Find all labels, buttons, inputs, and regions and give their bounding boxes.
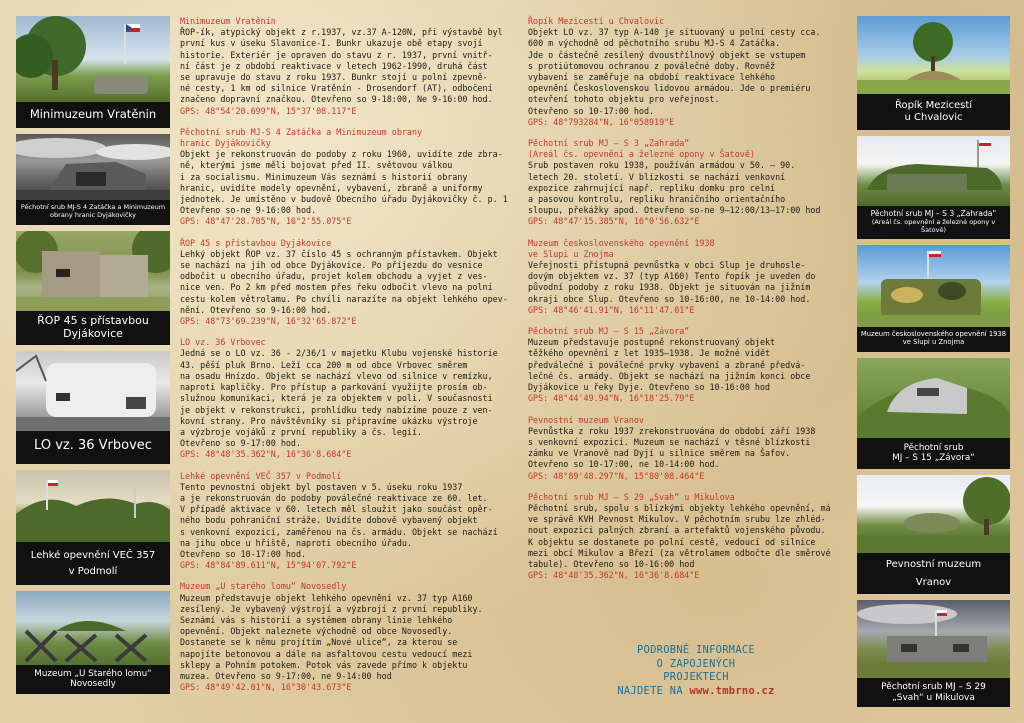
- more-info-line: PROJEKTECH: [663, 671, 729, 683]
- caption-zavora: Pěchotní srub MJ – S 15 „Závora“: [892, 442, 975, 464]
- photo-novosedly: [16, 591, 170, 665]
- caption-zatacka: Pěchotní srub MJ-S 4 Zatáčka a Minimuzeum obrany hranic Dyjákovičky: [20, 203, 166, 219]
- section-podmoli: [180, 471, 515, 572]
- section-title: Muzeum „U starého lomu“ Novosedly: [180, 581, 347, 592]
- section-title: ŘOP 45 s přístavbou Dyjákovice: [180, 237, 332, 248]
- section-title: LO vz. 36 Vrbovec: [180, 337, 266, 348]
- section-slup: [528, 238, 846, 316]
- gps-coordinates: GPS: 48°84'89.611"N, 15°94'07.792"E: [180, 560, 357, 571]
- photo-zahrada: [857, 136, 1010, 206]
- section-body: Srub postaven roku 1938, používán armádou v 50. – 90. letech 20. století. V blízkosti se nachází venkovní expozice zahrnující např. repliku domku pro celní a pasovou kontrolu, repliku hraničního orientačního sloupu, překážky apod. Otevřeno so-ne 9–12:00/13–17:00 hod: [528, 160, 821, 216]
- photo-rop45: [16, 231, 170, 311]
- section-title: Řopík Mezicestí u Chvalovic: [528, 16, 665, 26]
- photo-card-novosedly: [16, 591, 170, 693]
- section-title: Pěchotní srub MJ – S 3 „Zahrada“ (Areál čs. opevnění a železné opony v Šatově): [528, 138, 755, 160]
- section-svah: [528, 492, 846, 582]
- section-rop45: [180, 238, 515, 328]
- section-vranov: [528, 415, 846, 482]
- gps-coordinates: GPS: 48°54'20.699"N, 15°37'08.117"E: [180, 105, 357, 116]
- caption-vratenin: Minimuzeum Vratěnin: [29, 107, 157, 121]
- photo-card-vranov: [857, 475, 1010, 594]
- photo-card-mezicesti: [857, 16, 1010, 130]
- caption-vranov: Pevnostní muzeum Vranov: [885, 559, 982, 588]
- section-zahrada: [528, 138, 846, 228]
- photo-vrbovec: [16, 351, 170, 431]
- section-body: Jedná se o LO vz. 36 - 2/36/1 v majetku Klubu vojenské historie 43. pěší pluk Brno. Leží cca 200 m od obce Vrbovec směrem na osadu Hnízdo. Objekt se nachází vlevo od silnice v remízku, naproti kapličky. Pro přístup a parkování využijte prosím ob- služnou komunikaci, která je za objektem v poli. V současnosti je objekt v rekonstrukci, prohlídku tedy nabízíme pouze z ven- kovní strany. Pro návštěvníky si připravíme ukázku výstroje a výzbroje vojáků z první republiky a čs. legií. Otevřeno so 9-17:00 hod.: [180, 348, 498, 449]
- section-title: Pevnostní muzeum Vranov: [528, 414, 644, 425]
- photo-card-zatacka: [16, 134, 170, 225]
- photo-mezicesti: [857, 16, 1010, 94]
- gps-coordinates: GPS: 48°89'48.297"N, 15°80'08.464"E: [528, 470, 705, 481]
- section-title: Lehké opevnění VEČ 357 v Podmolí: [180, 470, 342, 481]
- caption-mezicesti: Řopík Mezicestí u Chvalovic: [894, 100, 973, 123]
- section-body: ŘOP-ík, atypický objekt z r.1937, vz.37 A-120N, při výstavbě byl první kus v úseku Slavonice-I. Bunkr ukazuje obě etapy svojí historie. Exteriér je opraven do stavu z r. 1937, první vnitř- ní část je z období reaktivace v letech 1962-1990, druhá část se upravuje do stavu z roku 1937. Bunkr stojí u polní zpevně- né cesty, 1 km od silnice Vratěnín - Drosendorf (AT), odbočení značeno dopravní značkou. Otevřeno so 9-18:00, Ne 9-16:00 hod.: [180, 27, 503, 105]
- gps-coordinates: GPS: 48°73'69.239"N, 16°32'65.872"E: [180, 316, 357, 327]
- section-vrbovec: [180, 337, 515, 460]
- photo-zavora: [857, 358, 1010, 438]
- photo-card-zahrada: [857, 136, 1010, 239]
- section-title: Muzeum československého opevnění 1938 ve Slupi u Znojma: [528, 237, 715, 259]
- section-body: Muzeum představuje postupně rekonstruovaný objekt těžkého opevnění z let 1935–1938. Je možné vidět předválečné i poválečné prvky vybavení a zbraně předvá- lečné čs. armády. Objekt se nachází na jižním konci obce Dyjákovice u řeky Dyje. Otevřeno so 10-16:00 hod: [528, 337, 811, 393]
- section-body: Veřejnosti přístupná pevnůstka v obci Slup je druhosle- dovým objektem vz. 37 (typ A160) Tento řopík je uveden do původní podoby z roku 1938. Objekt je situován na jižním okraji obce Slup. Otevřeno so 10-16:00, ne 10-14:00 hod.: [528, 260, 816, 304]
- gps-coordinates: GPS: 48°48'35.362"N, 16°36'8.684"E: [180, 449, 352, 460]
- section-body: Lehký objekt ŘOP vz. 37 číslo 45 s ochranným přístavkem. Objekt se nachází na jih od obce Dyjákovice. Po příjezdu do vesnice odbočit u obecního úřadu, projet kolem obchodu a vyjet z ves- nice ven. Po 2 km před mostem přes řeku odbočit vlevo na polní cestu kolem větrolamu. Po chvíli narazíte na objekt lehkého opev- nění. Otevřeno so 9-16:00 hod.: [180, 248, 508, 315]
- section-body: Pěchotní srub, spolu s blízkými objekty lehkého opevnění, má ve správě KVH Pevnost Mikulov. V pěchotním srubu lze zhléd- nout expozici palných zbraní a artefaktů vojenského původu. K objektu se dostanete po polní cestě, vedoucí od silnice mezi obcí Mikulov a Březí (za větrolamem odbočte dle směrové tabule). Otevřeno so 10-16:00 hod: [528, 502, 831, 569]
- section-body: Tento pevnostní objekt byl postaven v 5. úseku roku 1937 a je rekonstruován do podoby poválečné reaktivace ze 60. let. V případě aktivace v 60. letech měl sloužit jako součást opěr- ného bodu pohraniční stráže. Uvidíte dobově vybavený objekt s venkovní expozicí, zaměřenou na čs. armádu. Objekt se nachází na jihu obce u hřiště, naproti obecního úřadu. Otevřeno so 10-17:00 hod.: [180, 481, 498, 559]
- section-novosedly: [180, 581, 515, 693]
- photo-card-zavora: [857, 358, 1010, 469]
- section-vratenin: [180, 16, 515, 117]
- photo-vranov: [857, 475, 1010, 553]
- photo-vratenin: [16, 16, 170, 102]
- section-zavora: [528, 326, 846, 404]
- section-body: Objekt je rekonstruován do podoby z roku 1960, uvidíte zde zbra- ně, kterými jsme měli bojovat před II. světovou válkou i za socialismu. Minimuzeum Vás seznámí s historií obrany hranic, uvidíte modely opevnění, vybavení, zbraně a uniformy jednotek. Je umístěno v budově Obecního úřadu Dyjákovičky č. p. 1 Otevřeno so-ne 9-16:00 hod.: [180, 149, 508, 216]
- gps-coordinates: GPS: 48°793284"N, 16°058919"E: [528, 116, 675, 127]
- photo-podmoli: [16, 470, 170, 542]
- section-zatacka: [180, 127, 515, 228]
- gps-coordinates: GPS: 48°48'35.362"N, 16°36'8.684"E: [528, 570, 700, 581]
- section-body: Muzeum představuje objekt lehkého opevnění vz. 37 typ A160 zesílený. Je vybavený výstrojí a výzbrojí z první republiky. Seznámí vás s historií a systémem obrany linie lehkého opevnění. Objekt naleznete východně od obce Novosedly. Dostanete se k němu projítím „Nové ulice“, za kterou se napojíte betonovou a dále na asfaltovou cestu vedoucí mezi sklepy a Pohním potokem. Potok vás zavede přímo k objektu muzea. Otevřeno so 9-17:00, ne 9-14:00 hod: [180, 592, 483, 681]
- more-info-block: [596, 644, 796, 698]
- caption-novosedly: Muzeum „U Starého lomu“ Novosedly: [34, 669, 152, 690]
- section-body: Pevnůstka z roku 1937 zrekonstruována do období září 1938 s venkovní expozicí. Muzeum se nachází v těsné blízkosti zámku ve Vranově nad Dyjí u silnice směrem na Šafov. Otevřeno so 10-17:00, ne 10-14:00 hod.: [528, 425, 816, 470]
- caption-zahrada: Pěchotní srub MJ – S 3 „Zahrada“ (Areál čs. opevnění a železné opony v Šatově): [870, 209, 997, 234]
- photo-card-vrbovec: [16, 351, 170, 464]
- photo-card-slup: [857, 245, 1010, 352]
- gps-coordinates: GPS: 48°44'49.94"N, 16°18'25.79"E: [528, 393, 695, 404]
- caption-slup: Muzeum československého opevnění 1938 ve Slupi u Znojma: [860, 330, 1007, 347]
- left-text-column: [180, 16, 515, 703]
- gps-coordinates: GPS: 48°46'41.91"N, 16°11'47.01"E: [528, 304, 695, 315]
- section-mezicesti: [528, 16, 846, 128]
- gps-coordinates: GPS: 48°49'42.01"N, 16°30'43.673"E: [180, 682, 352, 693]
- left-photo-column: [16, 16, 170, 700]
- photo-zatacka: [16, 134, 170, 200]
- right-photo-column: [857, 16, 1010, 713]
- section-title: Pěchotní srub MJ – S 15 „Závora“: [528, 326, 690, 337]
- caption-rop45: ŘOP 45 s přístavbou Dyjákovice: [37, 314, 149, 340]
- photo-svah: [857, 600, 1010, 678]
- caption-svah: Pěchotní srub MJ – S 29 „Svah“ u Mikulova: [881, 682, 986, 703]
- more-info-line: [596, 685, 796, 699]
- gps-coordinates: GPS: 48°47'15.385"N, 16°0'56.632"E: [528, 216, 700, 227]
- photo-card-podmoli: [16, 470, 170, 585]
- caption-podmoli: Lehké opevnění VEČ 357 v Podmolí: [30, 550, 156, 577]
- right-text-column: [528, 16, 846, 591]
- photo-card-rop45: [16, 231, 170, 345]
- more-info-prefix: NAJDETE NA: [617, 684, 690, 697]
- section-title: Pěchotní srub MJ-S 4 Zatáčka a Minimuzeum obrany hranic Dyjákovičky: [180, 126, 423, 149]
- more-info-line: O ZAPOJENÝCH: [656, 657, 736, 670]
- website-link[interactable]: www.tmbrno.cz: [689, 684, 775, 697]
- caption-vrbovec: LO vz. 36 Vrbovec: [34, 438, 152, 454]
- photo-card-vratenin: [16, 16, 170, 128]
- section-title: Minimuzeum Vratěnin: [180, 16, 276, 26]
- section-body: Objekt LO vz. 37 typ A-140 je situovaný u polní cesty cca. 600 m východně od pěchotního srubu MJ-S 4 Zatáčka. Jde o částečně zesílený dvoustřílnový objekt se vstupem s protiútomovou ochranou z poválečné doby. Rovněž vybavení se zaměřuje na období reaktivace lehkého opevnění Československou lidovou armádou. Jde o premiéru otevření tohoto objektu pro veřejnost. Otevřeno so 10-17:00 hod.: [528, 27, 821, 116]
- gps-coordinates: GPS: 48°47'28.705"N, 16°2'55.075"E: [180, 216, 352, 227]
- section-title: Pěchotní srub MJ – S 29 „Svah“ u Mikulova: [528, 491, 735, 502]
- more-info-line: PODROBNÉ INFORMACE: [636, 644, 755, 656]
- photo-card-svah: [857, 600, 1010, 707]
- photo-slup: [857, 245, 1010, 327]
